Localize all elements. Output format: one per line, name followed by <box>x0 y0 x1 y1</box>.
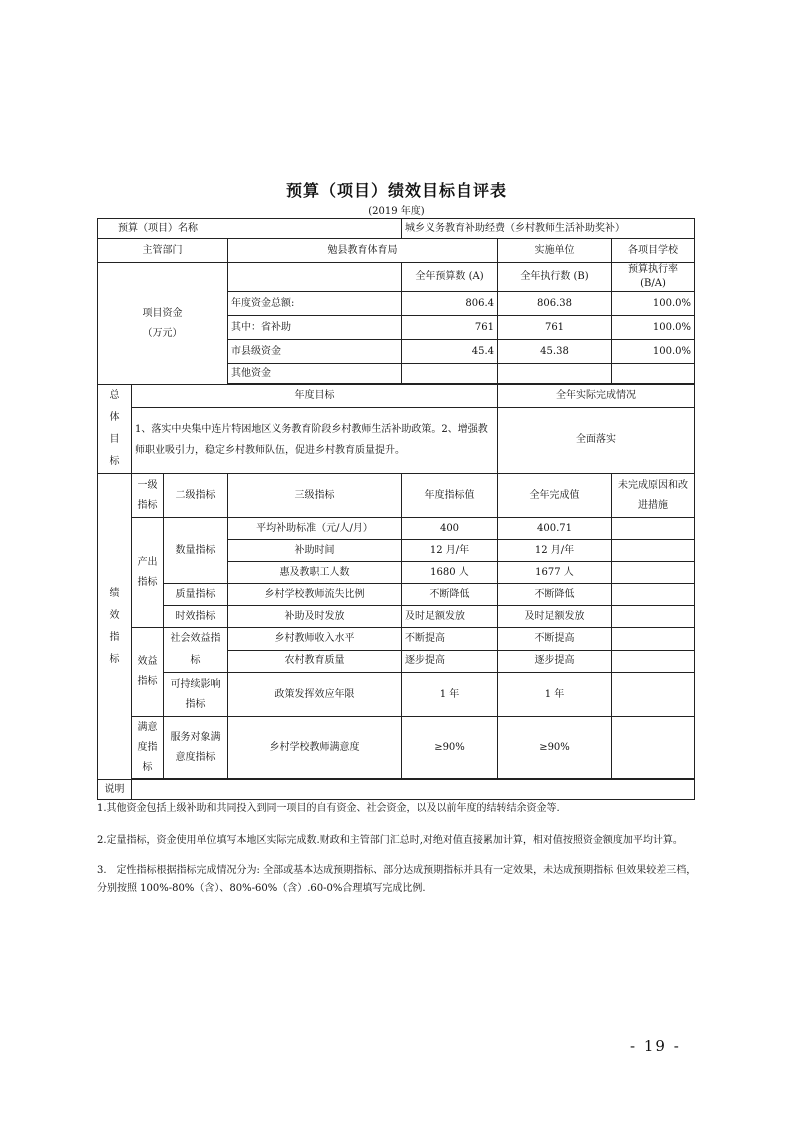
funds-row-rate: 100.0% <box>612 292 695 316</box>
annual-goal-text: 1、落实中央集中连片特困地区义务教育阶段乡村教师生活补助政策。2、增强教师职业吸引力，稳定乡村教师队伍，促进乡村教育质量提升。 <box>132 407 498 473</box>
annual-goal-header: 年度目标 <box>132 385 498 408</box>
remark-value <box>132 780 695 800</box>
sustain-indicator-label: 可持续影响指标 <box>164 673 228 717</box>
indicator-target: 1680 人 <box>402 562 498 584</box>
funds-unit: （万元） <box>142 327 183 339</box>
indicator-name: 乡村学校教师流失比例 <box>228 584 402 606</box>
indicator-name: 补助及时发放 <box>228 606 402 628</box>
indicator-name: 补助时间 <box>228 540 402 562</box>
dept-value: 勉县教育体育局 <box>228 239 498 263</box>
year-label: (2019 年度) <box>368 206 425 217</box>
satisfaction-indicator-label: 满意度指标 <box>132 717 164 779</box>
quantity-indicator-label: 数量指标 <box>164 518 228 584</box>
indicator-target: 及时足额发放 <box>402 606 498 628</box>
header-done: 全年完成值 <box>498 474 612 518</box>
actual-text: 全面落实 <box>498 407 695 473</box>
document-title: 预算（项目）绩效目标自评表 <box>285 181 507 200</box>
indicator-done: 400.71 <box>498 518 612 540</box>
benefit-indicator-label: 效益指标 <box>132 628 164 717</box>
indicator-reason <box>612 518 695 540</box>
page-number: - 19 - <box>630 1037 681 1055</box>
funds-row-label: 其中：省补助 <box>228 316 402 340</box>
indicator-reason <box>612 717 695 779</box>
funds-row-label: 年度资金总额: <box>228 292 402 316</box>
overall-goal-label: 总 体 目 标 <box>98 385 132 474</box>
funds-row-a: 45.4 <box>402 340 498 364</box>
funds-row-b: 45.38 <box>498 340 612 364</box>
service-satisfaction-label: 服务对象满意度指标 <box>164 717 228 779</box>
indicator-reason <box>612 562 695 584</box>
funds-row-a: 806.4 <box>402 292 498 316</box>
indicator-reason <box>612 673 695 717</box>
funds-row-label: 其他资金 <box>228 364 402 384</box>
funds-row-b <box>498 364 612 384</box>
performance-indicator-label: 绩 效 指 标 <box>98 474 132 780</box>
project-name-label: 预算（项目）名称 <box>98 219 402 239</box>
timely-indicator-label: 时效指标 <box>164 606 228 628</box>
indicator-name: 乡村教师收入水平 <box>228 628 402 651</box>
dept-label: 主管部门 <box>98 239 228 263</box>
output-indicator-label: 产出指标 <box>132 518 164 628</box>
social-benefit-label: 社会效益指标 <box>164 628 228 673</box>
indicator-reason <box>612 606 695 628</box>
indicator-done: 及时足额发放 <box>498 606 612 628</box>
indicator-done: 不断降低 <box>498 584 612 606</box>
unit-value: 各项目学校 <box>612 239 695 263</box>
note-3: 3. 定性指标根据指标完成情况分为: 全部或基本达成预期指标、部分达成预期指标并具有一定效果，未达成预期指标 但效果较差三档，分别按照 100%-80%（含）、80%-60%（含）.60-0%合理填写完成比例. <box>97 865 697 894</box>
indicator-target: ≥90% <box>402 717 498 779</box>
indicator-done: 不断提高 <box>498 628 612 651</box>
indicator-done: ≥90% <box>498 717 612 779</box>
indicator-name: 平均补助标准（元/人/月） <box>228 518 402 540</box>
header-level3: 三级指标 <box>228 474 402 518</box>
funds-row-label: 市县级资金 <box>228 340 402 364</box>
funds-header-blank <box>228 263 402 292</box>
indicator-done: 逐步提高 <box>498 650 612 673</box>
header-level2: 二级指标 <box>164 474 228 518</box>
remark-label: 说明 <box>98 780 132 800</box>
indicator-name: 乡村学校教师满意度 <box>228 717 402 779</box>
actual-header: 全年实际完成情况 <box>498 385 695 408</box>
funds-row-rate: 100.0% <box>612 340 695 364</box>
indicator-target: 不断降低 <box>402 584 498 606</box>
funds-header-b: 全年执行数 (B) <box>498 263 612 292</box>
funds-row-a <box>402 364 498 384</box>
indicator-target: 12 月/年 <box>402 540 498 562</box>
indicator-done: 1 年 <box>498 673 612 717</box>
funds-header-rate: 预算执行率 (B/A) <box>612 263 695 292</box>
funds-row-b: 806.38 <box>498 292 612 316</box>
unit-label: 实施单位 <box>498 239 612 263</box>
indicator-target: 不断提高 <box>402 628 498 651</box>
funds-header-a: 全年预算数 (A) <box>402 263 498 292</box>
indicator-name: 惠及教职工人数 <box>228 562 402 584</box>
funds-row-rate <box>612 364 695 384</box>
note-2: 2.定量指标，资金使用单位填写本地区实际完成数.财政和主管部门汇总时,对绝对值直接累加计算，相对值按照资金额度加平均计算。 <box>97 835 683 846</box>
funds-label <box>98 263 228 385</box>
header-reason: 未完成原因和改进措施 <box>612 474 695 518</box>
indicator-name: 农村教育质量 <box>228 650 402 673</box>
indicator-name: 政策发挥效应年限 <box>228 673 402 717</box>
indicator-target: 1 年 <box>402 673 498 717</box>
indicator-reason <box>612 540 695 562</box>
indicator-target: 逐步提高 <box>402 650 498 673</box>
funds-row-a: 761 <box>402 316 498 340</box>
note-1: 1.其他资金包括上级补助和共同投入到同一项目的自有资金、社会资金，以及以前年度的结转结余资金等. <box>97 803 560 814</box>
indicator-reason <box>612 584 695 606</box>
funds-row-rate: 100.0% <box>612 316 695 340</box>
indicator-done: 1677 人 <box>498 562 612 584</box>
evaluation-table <box>97 218 695 800</box>
project-name: 城乡义务教育补助经费（乡村教师生活补助奖补） <box>402 219 695 239</box>
indicator-reason <box>612 628 695 651</box>
quality-indicator-label: 质量指标 <box>164 584 228 606</box>
indicator-target: 400 <box>402 518 498 540</box>
funds-label-text: 项目资金 <box>142 307 183 319</box>
header-level1: 一级指标 <box>132 474 164 518</box>
funds-row-b: 761 <box>498 316 612 340</box>
header-target: 年度指标值 <box>402 474 498 518</box>
indicator-reason <box>612 650 695 673</box>
indicator-done: 12 月/年 <box>498 540 612 562</box>
